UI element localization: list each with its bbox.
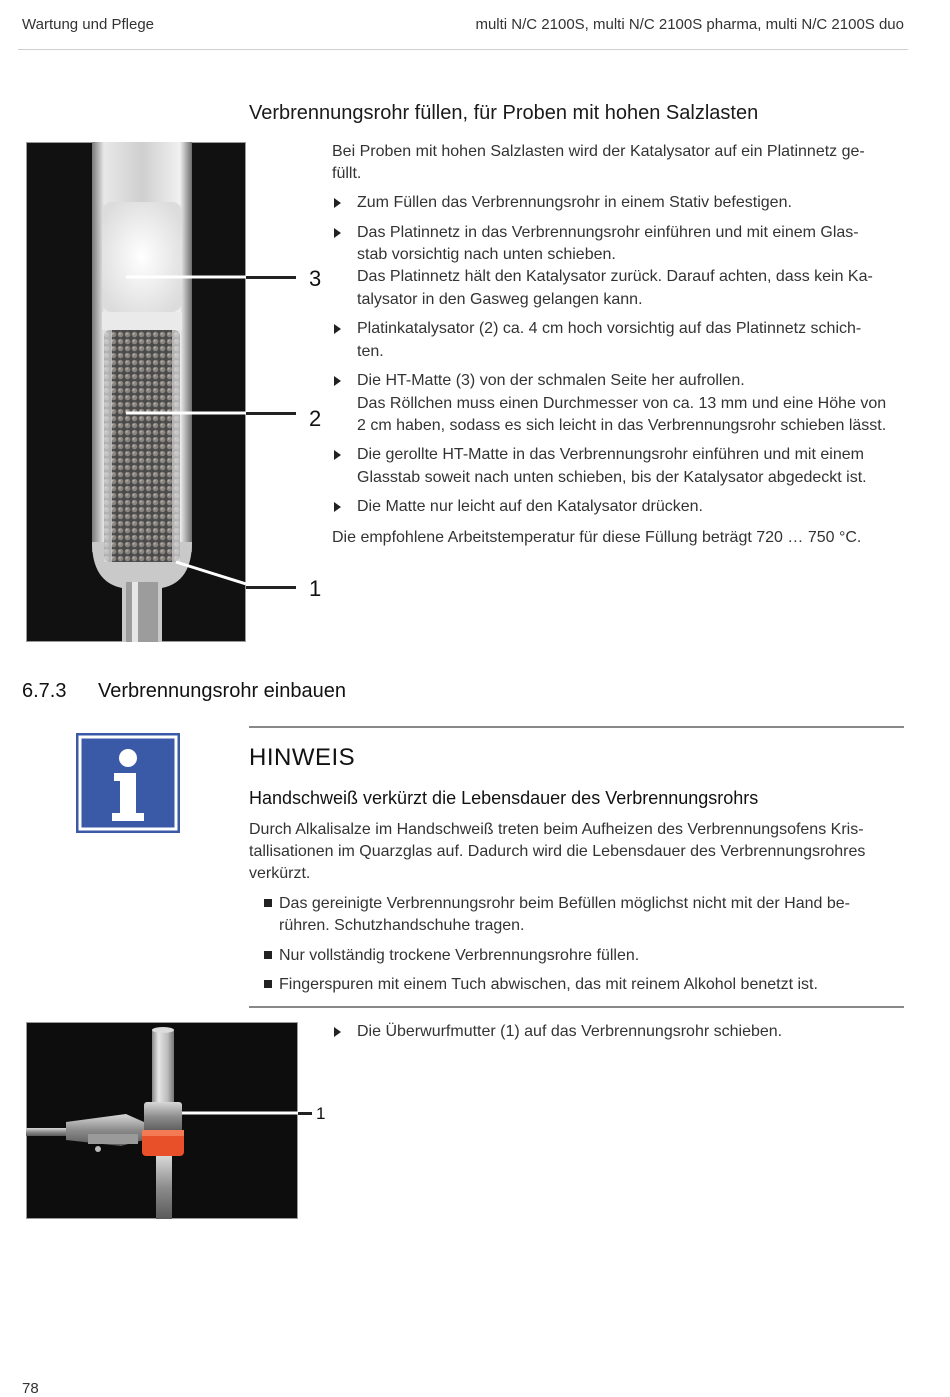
triangle-bullet-icon xyxy=(334,324,341,334)
tube-photo-svg xyxy=(26,142,246,642)
leader-line-1 xyxy=(246,586,296,589)
step-3-line-1: Platinkatalysator (2) ca. 4 cm hoch vorsichtig auf das Platinnetz schich- xyxy=(357,320,862,337)
step-5-line-2: Glasstab soweit nach unten schieben, bis der Katalysator abgedeckt ist. xyxy=(357,469,867,486)
header-right: multi N/C 2100S, multi N/C 2100S pharma, multi N/C 2100S duo xyxy=(475,16,904,33)
step-2-line-3: Das Platinnetz hält den Katalysator zurück. Darauf achten, dass kein Ka- xyxy=(357,268,873,285)
notice-body-line-2: tallisationen im Quarzglas auf. Dadurch wird die Lebensdauer des Verbrennungsrohres xyxy=(249,843,866,860)
header-left: Wartung und Pflege xyxy=(22,16,155,33)
triangle-bullet-icon xyxy=(334,198,341,208)
callout-1: 1 xyxy=(309,576,322,601)
notice-item-1-line-1: Das gereinigte Verbrennungsrohr beim Befüllen möglichst nicht mit der Hand be- xyxy=(279,895,850,912)
photo-tube-filled xyxy=(26,142,246,642)
square-bullet-icon xyxy=(264,951,272,959)
square-bullet-icon xyxy=(264,899,272,907)
step-4-line-3: 2 cm haben, sodass es sich leicht in das Verbrennungsrohr schieben lässt. xyxy=(357,417,887,434)
triangle-bullet-icon xyxy=(334,228,341,238)
square-bullet-icon xyxy=(264,980,272,988)
notice-item-2: Nur vollständig trockene Verbrennungsrohre füllen. xyxy=(279,947,640,964)
step-4-line-1: Die HT-Matte (3) von der schmalen Seite her aufrollen. xyxy=(357,372,745,389)
notice-item-3: Fingerspuren mit einem Tuch abwischen, das mit reinem Alkohol benetzt ist. xyxy=(279,976,818,993)
notice-label: HINWEIS xyxy=(249,744,356,771)
triangle-bullet-icon xyxy=(334,450,341,460)
page-number: 78 xyxy=(22,1380,39,1397)
header-rule xyxy=(18,49,908,50)
triangle-bullet-icon xyxy=(334,376,341,386)
step-4-line-2: Das Röllchen muss einen Durchmesser von ca. 13 mm und eine Höhe von xyxy=(357,395,887,412)
install-step-1: Die Überwurfmutter (1) auf das Verbrennungsrohr schieben. xyxy=(357,1023,783,1040)
step-6: Die Matte nur leicht auf den Katalysator drücken. xyxy=(357,498,703,515)
callout-nut-1: 1 xyxy=(316,1104,326,1123)
triangle-bullet-icon xyxy=(334,502,341,512)
leader-line-2 xyxy=(246,412,296,415)
leader-line-3 xyxy=(246,276,296,279)
notice-subtitle: Handschweiß verkürzt die Lebensdauer des Verbrennungsrohrs xyxy=(249,788,759,808)
intro-line-2: füllt. xyxy=(332,165,362,182)
step-5-line-1: Die gerollte HT-Matte in das Verbrennungsrohr einführen und mit einem xyxy=(357,446,864,463)
section-number: 6.7.3 xyxy=(22,680,67,702)
callout-2: 2 xyxy=(309,406,322,431)
temperature-note: Die empfohlene Arbeitstemperatur für diese Füllung beträgt 720 … 750 °C. xyxy=(332,529,862,546)
section-title-fill: Verbrennungsrohr füllen, für Proben mit hohen Salzlasten xyxy=(249,102,759,124)
section-title-install: Verbrennungsrohr einbauen xyxy=(98,680,346,702)
step-2-line-4: talysator in den Gasweg gelangen kann. xyxy=(357,291,643,308)
notice-body-line-1: Durch Alkalisalze im Handschweiß treten beim Aufheizen des Verbrennungsofens Kris- xyxy=(249,821,864,838)
info-icon xyxy=(76,733,180,833)
step-1: Zum Füllen das Verbrennungsrohr in einem Stativ befestigen. xyxy=(357,194,792,211)
step-2-line-1: Das Platinnetz in das Verbrennungsrohr einführen und mit einem Glas- xyxy=(357,224,859,241)
photo-nut-on-tube xyxy=(26,1022,298,1219)
step-2-line-2: stab vorsichtig nach unten schieben. xyxy=(357,246,616,263)
notice-bottom-rule xyxy=(249,1006,904,1008)
step-3-line-2: ten. xyxy=(357,343,384,360)
intro-line-1: Bei Proben mit hohen Salzlasten wird der Katalysator auf ein Platinnetz ge- xyxy=(332,143,865,160)
callout-3: 3 xyxy=(309,266,322,291)
notice-top-rule xyxy=(249,726,904,728)
triangle-bullet-icon xyxy=(334,1027,341,1037)
notice-item-1-line-2: rühren. Schutzhandschuhe tragen. xyxy=(279,917,525,934)
leader-line-nut xyxy=(298,1112,312,1115)
notice-body-line-3: verkürzt. xyxy=(249,865,311,882)
